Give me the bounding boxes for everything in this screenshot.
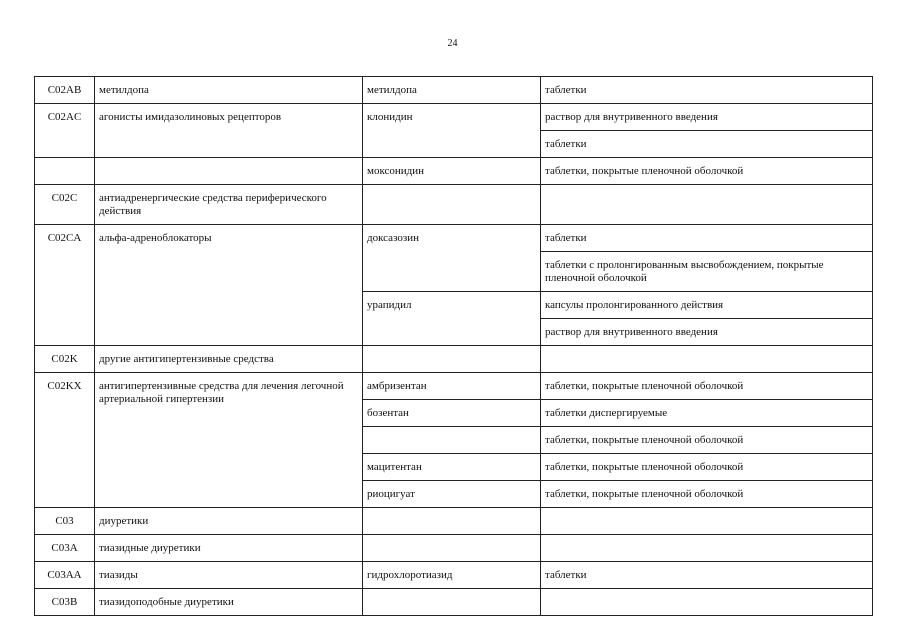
form-cell [541, 185, 873, 225]
inn-cell: амбризентан [363, 373, 541, 400]
table-row [35, 508, 873, 535]
form-cell: таблетки, покрытые пленочной оболочкой [541, 481, 873, 508]
table-row [35, 77, 873, 104]
form-cell: раствор для внутривенного введения [541, 319, 873, 346]
atc-code-cell: C03B [35, 589, 95, 616]
form-cell: таблетки [541, 77, 873, 104]
form-cell: таблетки [541, 131, 873, 158]
table-row [35, 562, 873, 589]
form-cell: таблетки, покрытые пленочной оболочкой [541, 454, 873, 481]
table-row [35, 373, 873, 400]
page-number: 24 [447, 38, 458, 49]
atc-code-cell: C02K [35, 346, 95, 373]
form-cell: таблетки [541, 562, 873, 589]
inn-cell: мацитентан [363, 454, 541, 481]
atc-code-cell: C02C [35, 185, 95, 225]
form-cell: таблетки с пролонгированным высвобождением, покрытые пленочной оболочкой [541, 252, 873, 292]
inn-cell [363, 427, 541, 454]
group-cell: метилдопа [95, 77, 363, 104]
inn-cell [363, 346, 541, 373]
table-row [35, 589, 873, 616]
atc-code-cell: C02AC [35, 104, 95, 158]
form-cell [541, 589, 873, 616]
group-cell: альфа-адреноблокаторы [95, 225, 363, 346]
inn-cell: клонидин [363, 104, 541, 158]
form-cell: таблетки, покрытые пленочной оболочкой [541, 158, 873, 185]
form-cell: капсулы пролонгированного действия [541, 292, 873, 319]
form-cell [541, 535, 873, 562]
group-cell: антигипертензивные средства для лечения легочной артериальной гипертензии [95, 373, 363, 508]
atc-code-cell [35, 158, 95, 185]
inn-cell: бозентан [363, 400, 541, 427]
atc-code-cell: C03A [35, 535, 95, 562]
group-cell [95, 158, 363, 185]
group-cell: диуретики [95, 508, 363, 535]
table-row [35, 104, 873, 131]
inn-cell [363, 589, 541, 616]
group-cell: тиазидоподобные диуретики [95, 589, 363, 616]
table-row [35, 225, 873, 252]
atc-code-cell: C03 [35, 508, 95, 535]
inn-cell: метилдопа [363, 77, 541, 104]
form-cell: таблетки, покрытые пленочной оболочкой [541, 373, 873, 400]
table-row [35, 535, 873, 562]
inn-cell [363, 535, 541, 562]
inn-cell: моксонидин [363, 158, 541, 185]
table-row [35, 158, 873, 185]
form-cell: таблетки диспергируемые [541, 400, 873, 427]
group-cell: тиазидные диуретики [95, 535, 363, 562]
form-cell: таблетки, покрытые пленочной оболочкой [541, 427, 873, 454]
table-row [35, 185, 873, 225]
table-row [35, 346, 873, 373]
inn-cell [363, 185, 541, 225]
form-cell [541, 346, 873, 373]
inn-cell [363, 508, 541, 535]
drug-table [34, 76, 873, 616]
inn-cell: урапидил [363, 292, 541, 346]
group-cell: тиазиды [95, 562, 363, 589]
group-cell: агонисты имидазолиновых рецепторов [95, 104, 363, 158]
form-cell: таблетки [541, 225, 873, 252]
group-cell: другие антигипертензивные средства [95, 346, 363, 373]
inn-cell: риоцигуат [363, 481, 541, 508]
form-cell [541, 508, 873, 535]
inn-cell: доксазозин [363, 225, 541, 292]
form-cell: раствор для внутривенного введения [541, 104, 873, 131]
atc-code-cell: C03AA [35, 562, 95, 589]
inn-cell: гидрохлоротиазид [363, 562, 541, 589]
atc-code-cell: C02CA [35, 225, 95, 346]
atc-code-cell: C02AB [35, 77, 95, 104]
atc-code-cell: C02KX [35, 373, 95, 508]
group-cell: антиадренергические средства периферического действия [95, 185, 363, 225]
